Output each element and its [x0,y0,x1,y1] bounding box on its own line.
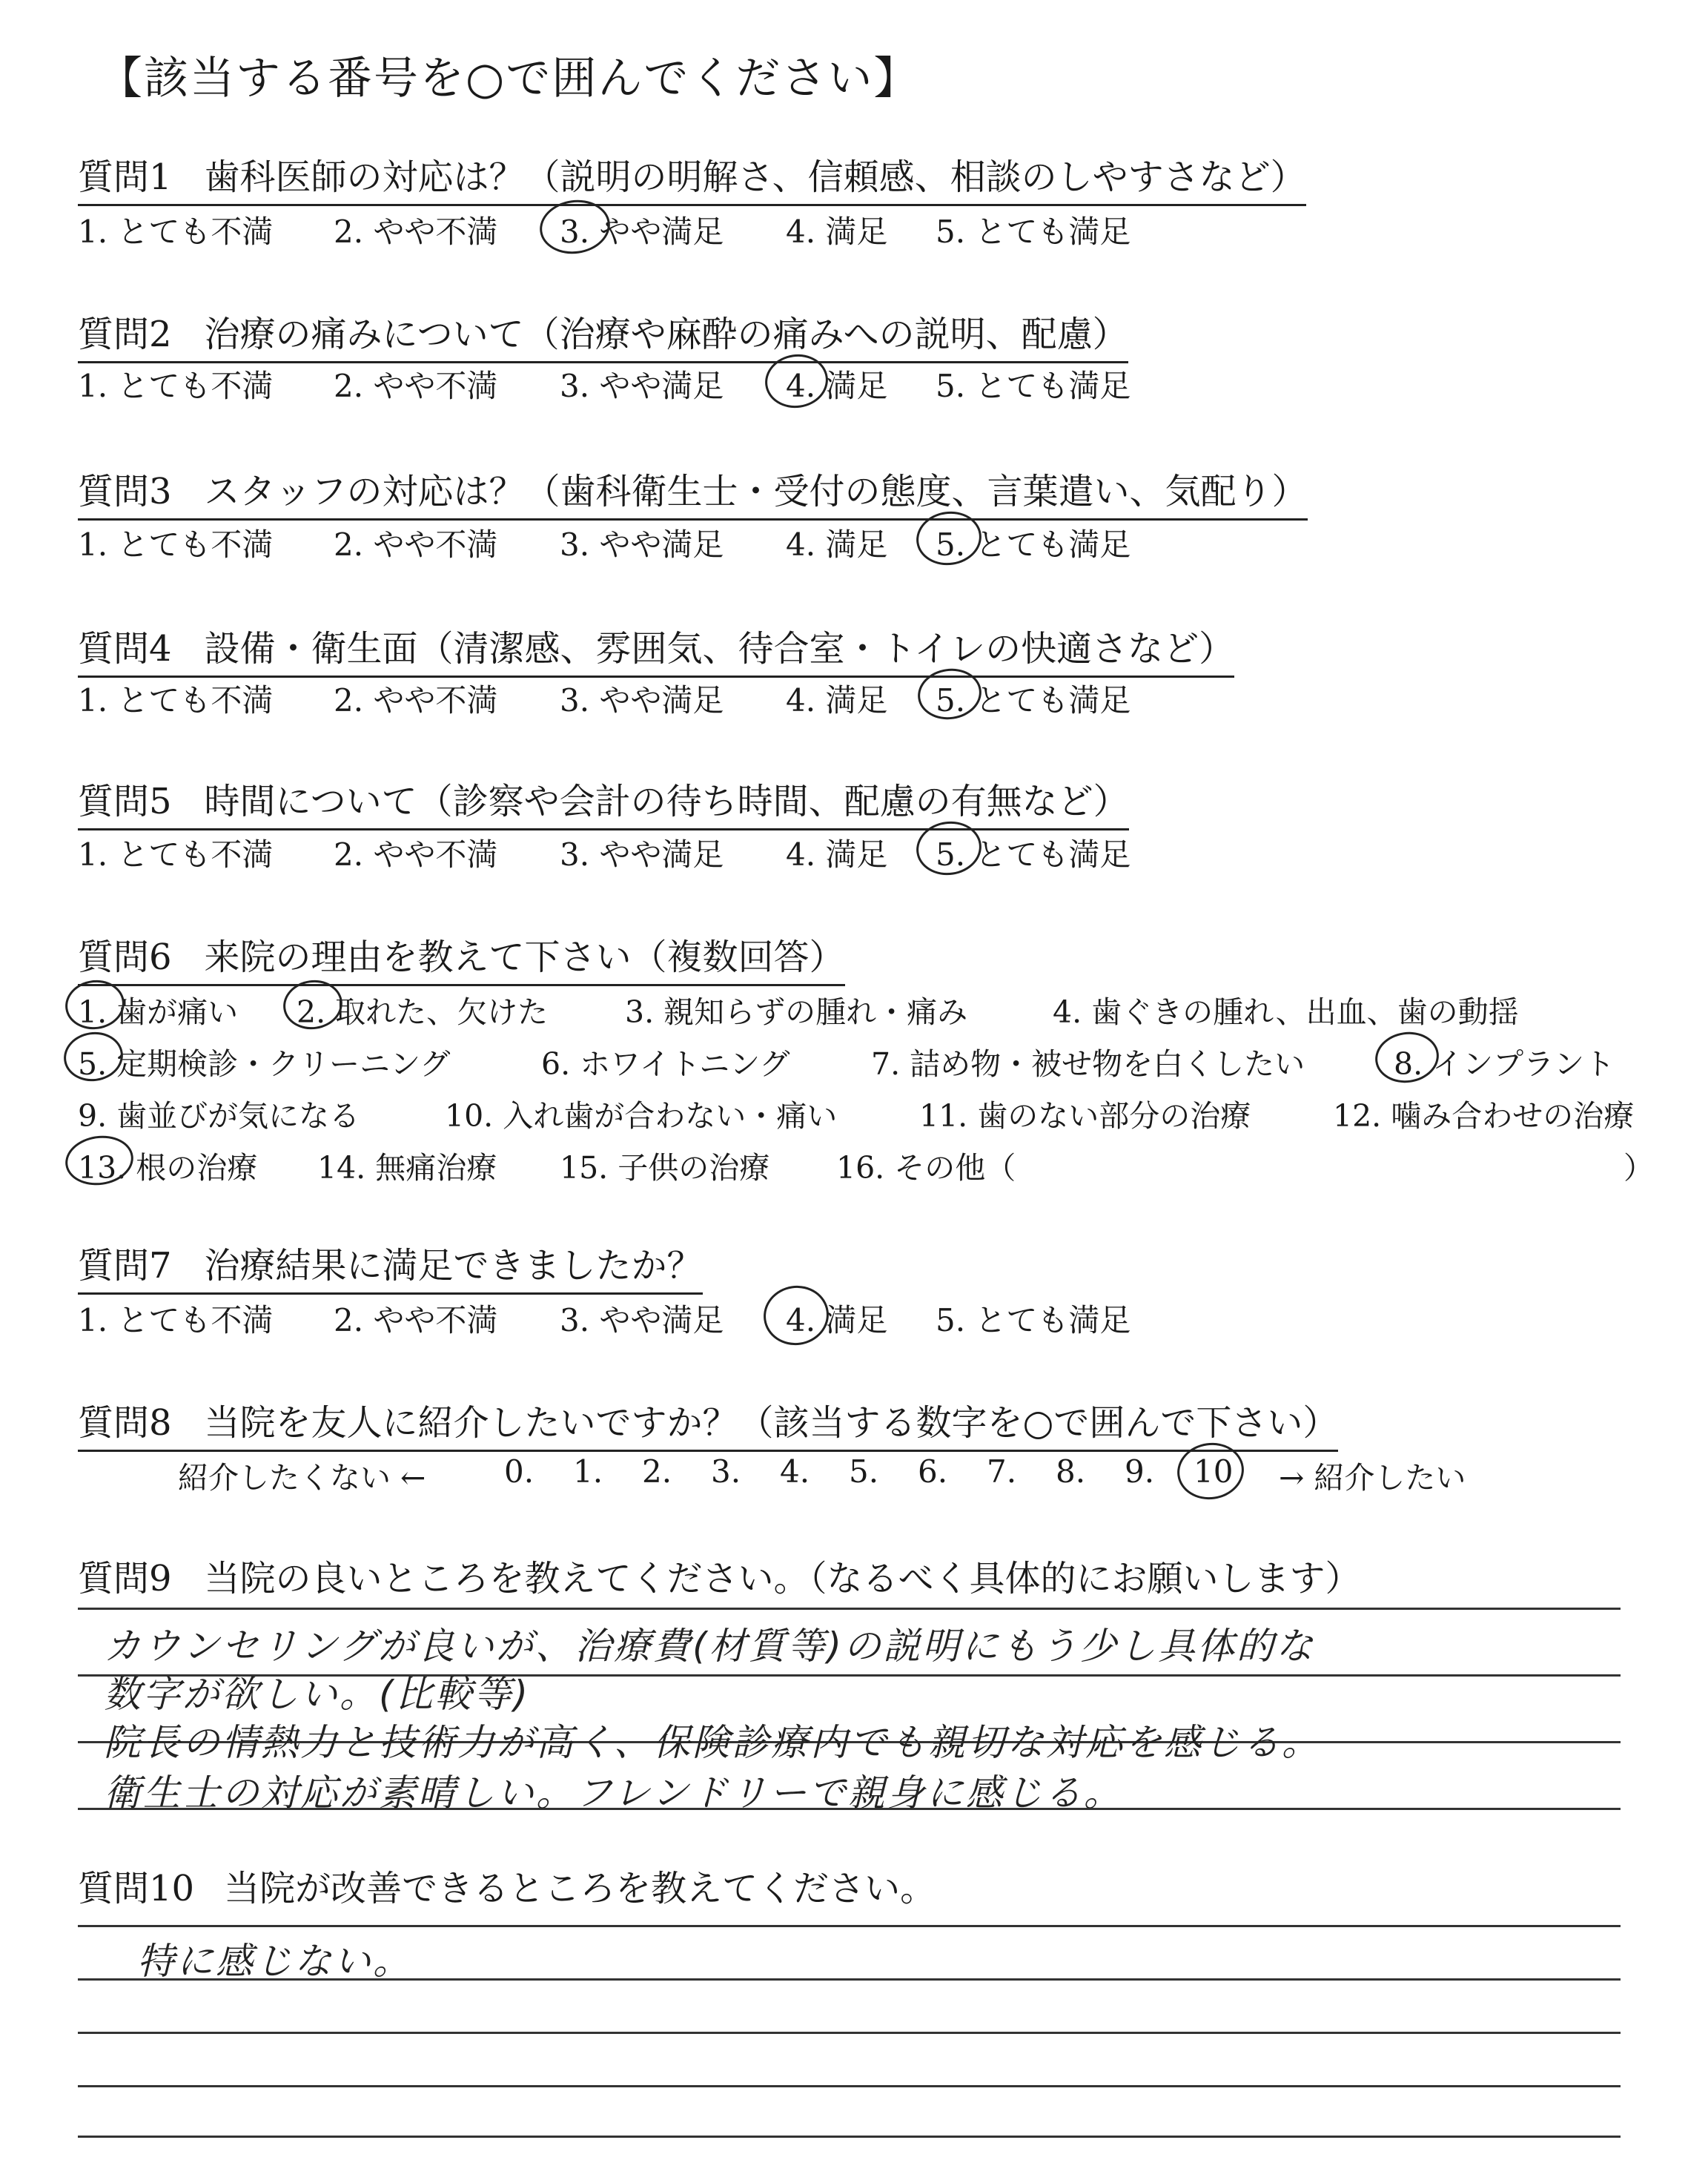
question-number: 質問1 [78,156,172,198]
option-1[interactable]: 1. とても不満 [78,1302,274,1338]
reason-10[interactable]: 10. 入れ歯が合わない・痛い [445,1098,838,1134]
option-4[interactable]: 4. 満足 [786,214,888,250]
option-2[interactable]: 2. やや不満 [334,368,498,404]
reason-13[interactable]: 13. 根の治療 [78,1150,258,1186]
option-4[interactable]: 4. 満足 [786,682,888,719]
option-3[interactable]: 3. やや満足 [560,836,724,873]
answer-rule [78,1608,1621,1610]
option-3[interactable]: 3. やや満足 [560,682,724,719]
option-4[interactable]: 4. 満足 [786,368,888,404]
question-1-heading [78,148,1306,206]
option-1[interactable]: 1. とても不満 [78,682,274,719]
reason-2[interactable]: 2. 取れた、欠けた [297,994,549,1030]
question-text: スタッフの対応は？（歯科衛生士・受付の態度、言葉遣い、気配り） [204,471,1308,512]
option-1[interactable]: 1. とても不満 [78,526,274,563]
reason-16[interactable]: 16. その他（ [836,1150,1016,1186]
option-5[interactable]: 5. とても満足 [936,682,1131,719]
handwritten-answer-line: 特に感じない。 [137,1940,412,1983]
question-5-heading [78,773,1129,830]
handwritten-answer-line: 院長の情熱力と技術力が高く、保険診療内でも親切な対応を感じる。 [104,1721,1321,1764]
reason-8[interactable]: 8. インプラント [1394,1046,1615,1082]
question-text: 設備・衛生面（清潔感、雰囲気、待合室・トイレの快適さなど） [204,628,1235,670]
question-text: 時間について（診察や会計の待ち時間、配慮の有無など） [204,781,1129,822]
option-2[interactable]: 2. やや不満 [334,836,498,873]
scale-6[interactable]: 6. [918,1453,948,1490]
option-4[interactable]: 4. 満足 [786,1302,888,1338]
option-5[interactable]: 5. とても満足 [936,214,1131,250]
option-5[interactable]: 5. とても満足 [936,836,1131,873]
question-number: 質問5 [78,781,172,822]
scale-10[interactable]: 10 [1194,1453,1234,1490]
answer-rule [78,2032,1621,2034]
question-text: 治療結果に満足できましたか？ [204,1245,703,1287]
option-4[interactable]: 4. 満足 [786,836,888,873]
answer-rule [78,2136,1621,2138]
question-text: 当院の良いところを教えてください。（なるべく具体的にお願いします） [204,1558,1361,1599]
reason-7[interactable]: 7. 詰め物・被せ物を白くしたい [871,1046,1305,1082]
answer-options [0,830,1708,875]
reason-1[interactable]: 1. 歯が痛い [78,994,239,1030]
question-number: 質問2 [78,314,172,355]
answer-options [0,362,1708,406]
question-number: 質問10 [78,1868,195,1909]
scale-3[interactable]: 3. [711,1453,741,1490]
reason-4[interactable]: 4. 歯ぐきの腫れ、出血、歯の動揺 [1053,994,1519,1030]
answer-options [0,1296,1708,1341]
option-1[interactable]: 1. とても不満 [78,368,274,404]
option-4[interactable]: 4. 満足 [786,526,888,563]
other-close-paren: ） [1623,1150,1654,1186]
question-number: 質問8 [78,1402,172,1444]
reason-14[interactable]: 14. 無痛治療 [317,1150,497,1186]
scale-5[interactable]: 5. [849,1453,879,1490]
question-number: 質問7 [78,1245,172,1287]
page-title: 【該当する番号を○で囲んでください】 [98,53,920,105]
option-5[interactable]: 5. とても満足 [936,526,1131,563]
question-2-heading [78,305,1128,363]
scale-1[interactable]: 1. [573,1453,603,1490]
reason-9[interactable]: 9. 歯並びが気になる [78,1098,360,1134]
question-7-heading [78,1237,703,1295]
scale-left-label: 紹介したくない ← [178,1460,426,1496]
question-text: 治療の痛みについて（治療や麻酔の痛みへの説明、配慮） [204,314,1128,355]
handwritten-answer-line: カウンセリングが良いが、治療費(材質等)の説明にもう少し具体的な [104,1625,1316,1668]
option-3[interactable]: 3. やや満足 [560,526,724,563]
scale-0[interactable]: 0. [504,1453,534,1490]
option-3[interactable]: 3. やや満足 [560,368,724,404]
option-5[interactable]: 5. とても満足 [936,368,1131,404]
scale-4[interactable]: 4. [780,1453,810,1490]
reason-12[interactable]: 12. 噛み合わせの治療 [1333,1098,1635,1134]
option-3[interactable]: 3. やや満足 [560,214,724,250]
handwritten-answer-line: 数字が欲しい。(比較等) [104,1673,531,1716]
question-text: 当院を友人に紹介したいですか？（該当する数字を○で囲んで下さい） [204,1402,1339,1444]
option-1[interactable]: 1. とても不満 [78,836,274,873]
question-text: 当院が改善できるところを教えてください。 [224,1868,936,1909]
option-3[interactable]: 3. やや満足 [560,1302,724,1338]
scale-8[interactable]: 8. [1056,1453,1086,1490]
option-2[interactable]: 2. やや不満 [334,1302,498,1338]
option-2[interactable]: 2. やや不満 [334,682,498,719]
answer-rule [78,2085,1621,2087]
question-number: 質問9 [78,1558,172,1599]
answer-rule [78,1925,1621,1927]
option-2[interactable]: 2. やや不満 [334,214,498,250]
question-9-heading [78,1550,1361,1601]
answer-options [0,676,1708,721]
question-4-heading [78,620,1234,678]
reason-5[interactable]: 5. 定期検診・クリーニング [78,1046,451,1082]
question-text: 歯科医師の対応は？（説明の明解さ、信頼感、相談のしやすさなど） [204,156,1306,198]
question-number: 質問6 [78,937,172,978]
scale-9[interactable]: 9. [1125,1453,1155,1490]
option-5[interactable]: 5. とても満足 [936,1302,1131,1338]
reason-11[interactable]: 11. 歯のない部分の治療 [919,1098,1251,1134]
answer-options [0,208,1708,252]
question-6-heading [78,928,845,986]
scale-2[interactable]: 2. [642,1453,672,1490]
reason-3[interactable]: 3. 親知らずの腫れ・痛み [625,994,968,1030]
scale-right-label: → 紹介したい [1279,1460,1466,1496]
question-number: 質問4 [78,628,172,670]
answer-options [0,521,1708,565]
question-text: 来院の理由を教えて下さい（複数回答） [204,937,845,978]
question-number: 質問3 [78,471,172,512]
handwritten-answer-line: 衛生士の対応が素晴しい。フレンドリーで親身に感じる。 [104,1771,1123,1814]
reason-15[interactable]: 15. 子供の治療 [560,1150,770,1186]
scale-7[interactable]: 7. [987,1453,1017,1490]
reason-6[interactable]: 6. ホワイトニング [541,1046,790,1082]
question-8-heading [78,1394,1338,1452]
question-10-heading [78,1860,936,1911]
option-1[interactable]: 1. とても不満 [78,214,274,250]
option-2[interactable]: 2. やや不満 [334,526,498,563]
question-3-heading [78,463,1308,521]
